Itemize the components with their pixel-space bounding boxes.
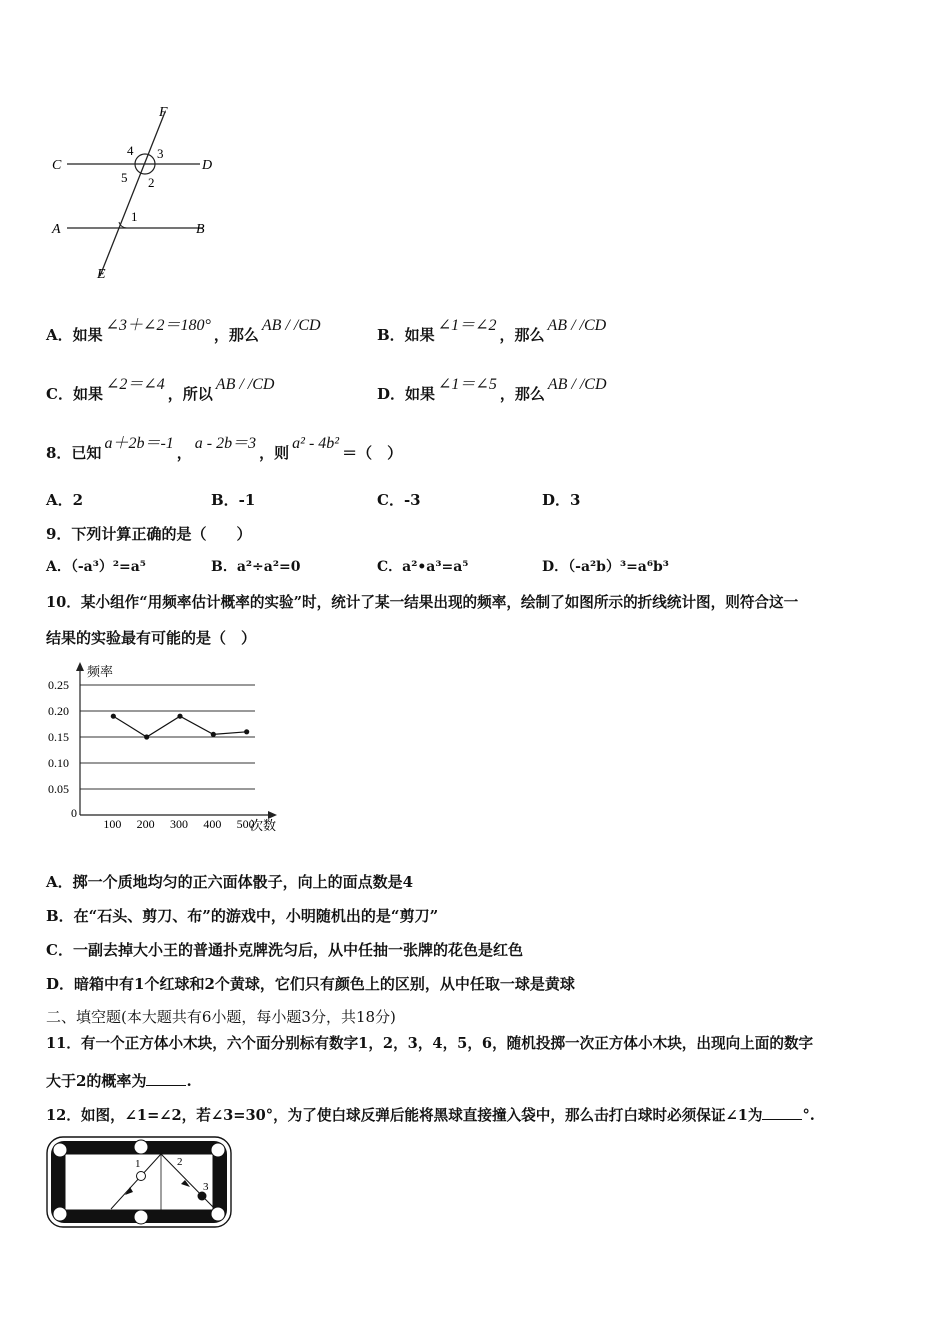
- origin-label: 0: [71, 806, 77, 820]
- q9-option-a[interactable]: A．（-a³）²=a⁵: [46, 559, 146, 575]
- q9-option-d[interactable]: D．（-a²b）³=a⁶b³: [542, 559, 669, 575]
- y-tick-label: 0.10: [48, 756, 69, 770]
- q7-b-prefix: B．如果: [377, 326, 435, 344]
- data-point-100: [111, 714, 116, 719]
- y-axis-label: 频率: [87, 664, 114, 679]
- q10-option-a[interactable]: A．掷一个质地均匀的正六面体骰子，向上的面点数是4: [46, 873, 414, 891]
- q8-option-d[interactable]: D．3: [542, 491, 581, 509]
- q7-b-connector: ，那么: [499, 326, 545, 344]
- q7-option-a[interactable]: [46, 317, 324, 345]
- q8-separator: ，: [176, 444, 192, 462]
- pocket-top-middle: [134, 1140, 148, 1154]
- label-a: A: [52, 222, 61, 237]
- x-tick-label: 300: [170, 817, 188, 831]
- q8-stem: [46, 435, 403, 463]
- y-tick-label: 0.15: [48, 730, 69, 744]
- label-b: B: [196, 222, 205, 237]
- label-f: F: [159, 105, 168, 120]
- y-tick-label: 0.05: [48, 782, 69, 796]
- data-point-500: [244, 729, 249, 734]
- frequency-line-chart: [45, 660, 290, 840]
- q10-option-b[interactable]: B．在“石头、剪刀、布”的游戏中，小明随机出的是“剪刀”: [46, 907, 439, 925]
- q10-option-d[interactable]: D．暗箱中有1个红球和2个黄球，它们只有颜色上的区别，从中任取一球是黄球: [46, 975, 575, 993]
- q7-c-conclusion: AB / /CD: [215, 376, 275, 393]
- q7-d-connector: ，那么: [499, 385, 545, 403]
- y-axis-arrow: [76, 662, 84, 671]
- y-tick-label: 0.25: [48, 678, 69, 692]
- y-tick-labels: [48, 678, 69, 796]
- label-angle-1: 1: [135, 1158, 141, 1170]
- q7-a-condition: ∠3＋∠2＝180°: [105, 317, 211, 334]
- q11-answer-blank[interactable]: [146, 1071, 186, 1086]
- q8-equation-2: a - 2b＝3: [194, 435, 257, 452]
- q8-option-a[interactable]: A．2: [46, 491, 84, 509]
- label-angle-4: 4: [127, 143, 134, 158]
- x-tick-labels: [103, 817, 254, 831]
- pocket-bottom-middle: [134, 1210, 148, 1224]
- q12-answer-blank[interactable]: [762, 1105, 802, 1120]
- x-tick-label: 200: [136, 817, 155, 831]
- pocket-bottom-left: [53, 1207, 67, 1221]
- chart-grid: [80, 685, 255, 789]
- series-line: [113, 716, 246, 737]
- pocket-bottom-right: [211, 1207, 225, 1221]
- q7-option-b[interactable]: [377, 317, 609, 345]
- q7-c-condition: ∠2＝∠4: [105, 376, 165, 393]
- label-angle-3: 3: [203, 1181, 209, 1193]
- data-point-200: [144, 734, 149, 739]
- q7-a-prefix: A．如果: [46, 326, 103, 344]
- x-tick-label: 500: [236, 817, 255, 831]
- q11-stem-line-2: [46, 1070, 192, 1091]
- q9-option-b[interactable]: B．a²÷a²=0: [211, 559, 301, 575]
- q7-option-d[interactable]: [377, 376, 610, 404]
- q7-c-prefix: C．如果: [46, 385, 103, 403]
- q12-stem-text: 12．如图，∠1=∠2，若∠3=30°，为了使白球反弹后能将黑球直接撞入袋中，那么击打白球时必须保证∠1为: [46, 1107, 763, 1124]
- q7-d-conclusion: AB / /CD: [547, 376, 607, 393]
- white-ball: [137, 1172, 146, 1181]
- q8-equation-1: a＋2b＝-1: [104, 435, 174, 452]
- data-point-400: [211, 732, 216, 737]
- x-axis-label: 次数: [250, 818, 277, 833]
- pocket-top-right: [211, 1143, 225, 1157]
- q9-stem: 9．下列计算正确的是（ ）: [46, 525, 252, 543]
- q7-a-connector: ，那么: [213, 326, 259, 344]
- section-2-heading: 二、填空题(本大题共有6小题，每小题3分，共18分): [46, 1008, 396, 1026]
- label-e: E: [97, 267, 106, 282]
- q8-answer-paren: ＝（ ）: [342, 444, 403, 462]
- q7-b-conclusion: AB / /CD: [547, 317, 607, 334]
- label-angle-5: 5: [121, 170, 128, 185]
- q8-option-b[interactable]: B．-1: [211, 491, 256, 509]
- angle-1-arc: [119, 222, 127, 228]
- label-angle-3: 3: [157, 146, 164, 161]
- q7-option-c[interactable]: [46, 376, 277, 404]
- q8-option-c[interactable]: C．-3: [377, 491, 421, 509]
- billiard-table-figure: [45, 1135, 233, 1230]
- q7-c-connector: ，所以: [167, 385, 213, 403]
- q10-option-c[interactable]: C．一副去掉大小王的普通扑克牌洗匀后，从中任抽一张牌的花色是红色: [46, 941, 523, 959]
- q12-tail: °.: [802, 1107, 815, 1124]
- q9-option-c[interactable]: C．a²•a³=a⁵: [377, 559, 469, 575]
- data-point-300: [177, 714, 182, 719]
- line-ef: [100, 112, 165, 276]
- label-angle-2: 2: [177, 1156, 183, 1168]
- q12-stem: [46, 1104, 815, 1125]
- label-c: C: [52, 158, 62, 173]
- q11-stem-line-1: 11．有一个正方体小木块，六个面分别标有数字1，2，3，4，5，6，随机投掷一次正方体小木块，出现向上面的数字: [46, 1035, 814, 1052]
- parallel-lines-figure: [45, 98, 225, 283]
- q7-b-condition: ∠1＝∠2: [437, 317, 497, 334]
- q10-stem-line-1: 10．某小组作“用频率估计概率的实验”时，统计了某一结果出现的频率，绘制了如图所示的折线统计图，则符合这一: [46, 594, 799, 611]
- q10-stem-line-2: 结果的实验最有可能的是（ ）: [46, 629, 257, 647]
- label-d: D: [202, 158, 213, 173]
- q8-prefix: 8．已知: [46, 444, 102, 462]
- q7-d-condition: ∠1＝∠5: [438, 376, 497, 393]
- label-angle-1: 1: [131, 209, 138, 224]
- q8-expression: a² - 4b²: [292, 435, 340, 452]
- pocket-top-left: [53, 1143, 67, 1157]
- label-angle-2: 2: [148, 175, 155, 190]
- q8-then: ，则: [259, 444, 290, 462]
- x-tick-label: 400: [203, 817, 222, 831]
- x-tick-label: 100: [103, 817, 122, 831]
- q11-line-2-text: 大于2的概率为: [46, 1072, 147, 1090]
- q7-a-conclusion: AB / /CD: [261, 317, 321, 334]
- y-tick-label: 0.20: [48, 704, 69, 718]
- chart-series: [111, 714, 250, 740]
- q7-d-prefix: D．如果: [377, 385, 436, 403]
- q11-tail: .: [186, 1072, 192, 1090]
